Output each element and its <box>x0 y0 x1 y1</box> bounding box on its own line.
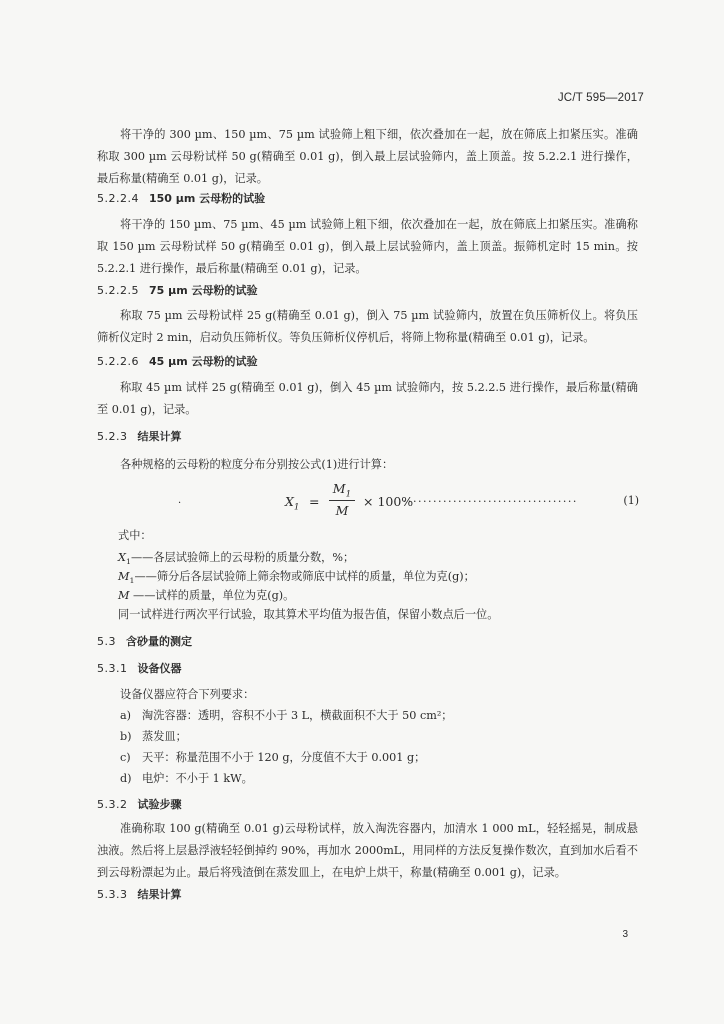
formula-lhs: $X_1$ <box>285 494 300 513</box>
paragraph-5-2-2-6 <box>97 377 638 421</box>
formula-1 <box>285 481 639 525</box>
paragraph-5-3-1: 设备仪器应符合下列要求： <box>120 688 255 701</box>
formula-equals: = <box>309 494 320 509</box>
list-item: c) 天平：称量范围不小于 120 g，分度值不大于 0.001 g； <box>120 751 426 764</box>
formula-leader-dots: ................................... <box>403 492 578 505</box>
section-title: 设备仪器 <box>137 662 182 675</box>
paragraph-5-2-2-5 <box>97 305 638 349</box>
paragraph-text: 准确称取 100 g(精确至 0.01 g)云母粉试样，放入淘洗容器内，加清水 1 000 mL，轻轻摇晃，制成悬浊液。然后将上层悬浮液轻轻倒掉约 90%，再加水 2000mL，用同样的方法反复操作数次，直到加水后看不到云母粉漂起为止。最后将残渣倒在蒸发皿上，在电炉上烘干，称量(精确至 0.001 g)，记录。 <box>97 822 638 879</box>
formula-denominator: M <box>335 503 349 518</box>
heading-5-2-2-4 <box>97 190 265 206</box>
where-item: $M_1——$筛分后各层试验筛上筛余物或筛底中试样的质量，单位为克(g)； <box>118 570 475 586</box>
heading-5-3 <box>97 633 192 649</box>
equation-number: (1) <box>623 494 639 507</box>
paragraph-text: 称取 75 µm 云母粉试样 25 g(精确至 0.01 g)，倒入 75 µm 试验筛内，放置在负压筛析仪上。将负压筛析仪定时 2 min，启动负压筛析仪。等负压筛析仪停机后，将筛上物称量(精确至 0.01 g)，记录。 <box>97 309 638 344</box>
section-number: 5.3.2 <box>97 798 128 811</box>
section-title: 75 µm 云母粉的试验 <box>148 284 258 297</box>
section-title: 结果计算 <box>137 888 182 901</box>
heading-5-2-2-6 <box>97 353 258 369</box>
paragraph-text: 称取 45 µm 试样 25 g(精确至 0.01 g)，倒入 45 µm 试验筛内，按 5.2.2.5 进行操作，最后称量(精确至 0.01 g)，记录。 <box>97 381 638 416</box>
section-number: 5.3.3 <box>97 888 128 901</box>
heading-5-2-2-5 <box>97 282 258 298</box>
section-title: 结果计算 <box>137 430 182 443</box>
list-item: a) 淘洗容器：透明，容积不小于 3 L，横截面积不大于 50 cm²； <box>120 709 453 722</box>
where-item: M ——试样的质量，单位为克(g)。 <box>118 589 295 602</box>
section-title: 45 µm 云母粉的试验 <box>148 355 258 368</box>
page-number: 3 <box>622 929 628 940</box>
paragraph-5-2-2-4 <box>97 214 638 280</box>
section-number: 5.2.2.5 <box>97 284 139 297</box>
paragraph-text: 将干净的 150 µm、75 µm、45 µm 试验筛上粗下细，依次叠加在一起，放在筛底上扣紧压实。准确称取 150 µm 云母粉试样 50 g(精确至 0.01 g)，倒入最上层试验筛内，盖上顶盖。振筛机定时 15 min。按 5.2.2.1 进行操作，最后称量(精确至 0.01 g)，记录。 <box>97 218 638 275</box>
section-title: 含砂量的测定 <box>126 635 192 648</box>
formula-multiplier: × 100% <box>363 494 414 509</box>
paragraph-5-3-2 <box>97 818 638 884</box>
section-number: 5.2.2.4 <box>97 192 139 205</box>
paragraph-text: 将干净的 300 µm、150 µm、75 µm 试验筛上粗下细，依次叠加在一起，放在筛底上扣紧压实。准确称取 300 µm 云母粉试样 50 g(精确至 0.01 g)，倒入最上层试验筛内，盖上顶盖。按 5.2.2.1 进行操作，最后称量(精确至 0.01 g)，记录。 <box>97 128 638 185</box>
formula-numerator: $M_1$ <box>332 481 352 500</box>
heading-5-3-1 <box>97 660 182 676</box>
paragraph-5-2-3: 各种规格的云母粉的粒度分布分别按公式(1)进行计算： <box>120 458 394 471</box>
heading-5-3-3 <box>97 886 182 902</box>
section-title: 试验步骤 <box>137 798 182 811</box>
section-number: 5.2.2.6 <box>97 355 139 368</box>
section-number: 5.3 <box>97 635 116 648</box>
stray-mark: · <box>178 498 182 509</box>
paragraph-sieve-300 <box>97 124 638 190</box>
heading-5-2-3 <box>97 428 182 444</box>
heading-5-3-2 <box>97 796 182 812</box>
list-item: b) 蒸发皿； <box>120 730 187 743</box>
list-item: d) 电炉：不小于 1 kW。 <box>120 772 253 785</box>
paragraph-repeat-test: 同一试样进行两次平行试验，取其算术平均值为报告值，保留小数点后一位。 <box>118 608 499 621</box>
section-number: 5.2.3 <box>97 430 128 443</box>
section-number: 5.3.1 <box>97 662 128 675</box>
section-title: 150 µm 云母粉的试验 <box>148 192 266 205</box>
formula-fraction <box>329 481 355 518</box>
standard-number: JC/T 595—2017 <box>557 92 644 104</box>
where-label: 式中： <box>118 529 152 542</box>
fraction-bar <box>329 500 355 501</box>
where-item: $X_1——$各层试验筛上的云母粉的质量分数，%； <box>118 551 355 567</box>
